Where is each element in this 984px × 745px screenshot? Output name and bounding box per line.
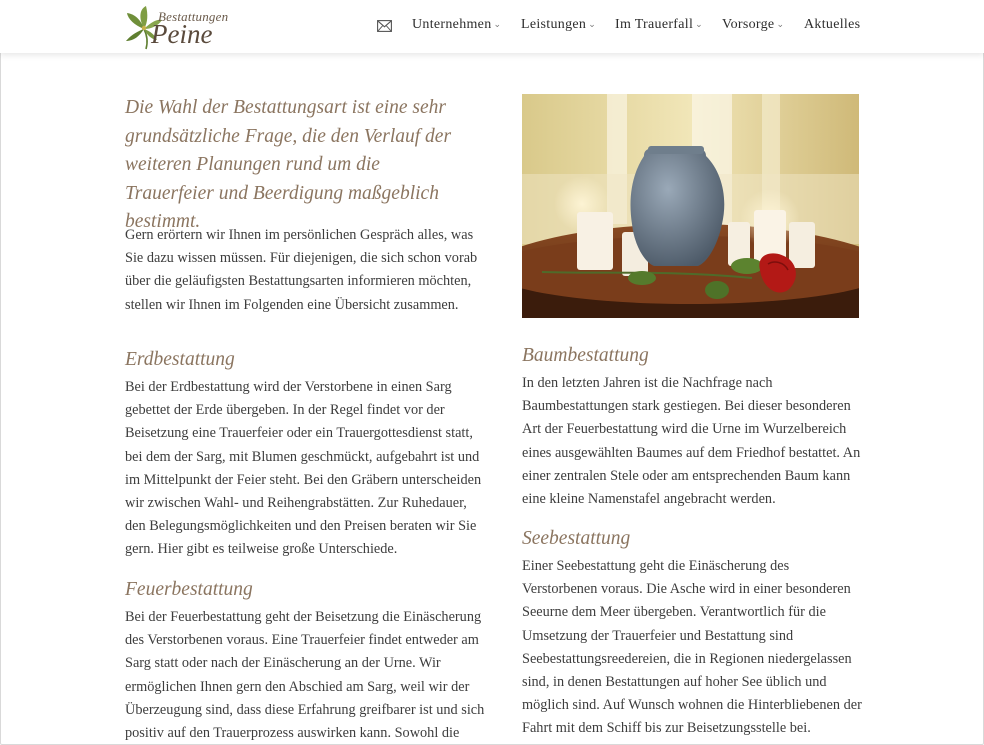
chevron-down-icon: ⌄	[695, 19, 704, 29]
logo-title: Peine	[151, 19, 213, 49]
section-title-feuerbestattung: Feuerbestattung	[125, 579, 253, 600]
envelope-icon[interactable]	[377, 20, 392, 32]
nav-item-im-trauerfall[interactable]	[615, 17, 703, 33]
section-title-seebestattung: Seebestattung	[522, 528, 631, 549]
nav-label: Unternehmen	[412, 17, 492, 32]
section-text-feuerbestattung: Bei der Feuerbestattung geht der Beisetzung die Einäscherung des Verstorbenen voraus. Eine Trauerfeier findet entweder am Sarg statt oder nach der Einäscherung an der Urne. Wir ermöglichen Ihnen gern den Abschied am Sarg, weil wir der Überzeugung sind, dass diese Erfahrung greifbarer ist und sich positiv auf den Trauerprozess auswirken kann. Sowohl die	[125, 609, 485, 742]
nav-label: Vorsorge	[722, 17, 775, 32]
intro-paragraph: Gern erörtern wir Ihnen im persönlichen Gespräch alles, was Sie dazu wissen müssen. Für diejenigen, die sich schon vorab über die geläufigsten Bestattungsarten informieren möchten, stellen wir Ihnen im Folgenden eine Übersicht zusammen.	[125, 227, 478, 313]
nav-label: Leistungen	[521, 17, 587, 32]
section-title-erdbestattung: Erdbestattung	[125, 349, 235, 370]
chevron-down-icon: ⌄	[588, 19, 597, 29]
intro-heading: Die Wahl der Bestattungsart ist eine sehr grundsätzliche Frage, die den Verlauf der weiteren Planungen rund um die Trauerfeier und Beerdigung maßgeblich bestimmt.	[125, 97, 452, 232]
site-logo[interactable]	[124, 3, 234, 51]
nav-item-unternehmen[interactable]	[412, 17, 501, 33]
nav-label: Aktuelles	[804, 17, 861, 32]
section-title-baumbestattung: Baumbestattung	[522, 345, 649, 366]
site-header	[0, 0, 984, 53]
nav-item-vorsorge[interactable]	[722, 17, 784, 33]
nav-item-leistungen[interactable]	[521, 17, 596, 33]
chevron-down-icon: ⌄	[493, 19, 502, 29]
urn-candles-photo	[522, 94, 859, 318]
chevron-down-icon: ⌄	[776, 19, 785, 29]
section-text-baumbestattung: In den letzten Jahren ist die Nachfrage nach Baumbestattungen stark gestiegen. Bei dieser besonderen Art der Feuerbestattung wird die Urne im Wurzelbereich eines ausgewählten Baumes auf dem Friedhof bestattet. An einer zentralen Stele oder am entsprechenden Baum kann eine kleine Namenstafel angebracht werden.	[522, 375, 861, 508]
nav-label: Im Trauerfall	[615, 17, 694, 32]
urn-photo-illustration	[522, 94, 859, 318]
section-text-erdbestattung: Bei der Erdbestattung wird der Verstorbene in einen Sarg gebettet der Erde übergeben. In der Regel findet vor der Beisetzung eine Trauerfeier oder ein Trauergottesdienst statt, bei dem der Sarg, mit Blumen geschmückt, aufgebahrt ist und im Mittelpunkt der Feier steht. Bei den Gräbern unterscheiden wir zwischen Wahl- und Reihengrabstätten. Zur Ruhedauer, den Belegungsmöglichkeiten und den Preisen beraten wir Sie gern. Hier gibt es teilweise große Unterschiede.	[125, 379, 482, 558]
section-text-seebestattung: Einer Seebestattung geht die Einäscherung des Verstorbenen voraus. Die Asche wird in einer besonderen Seeurne dem Meer übergeben. Verantwortlich für die Umsetzung der Trauerfeier und Bestattung sind Seebestattungsreedereien, die in Regionen niedergelassen sind, in denen Bestattungen auf hoher See üblich und möglich sind. Auf Wunsch wohnen die Hinterbliebenen der Fahrt mit dem Schiff bis zur Beisetzungsstelle bei.	[522, 558, 862, 737]
logo-subtitle: Bestattungen	[158, 9, 229, 24]
nav-item-aktuelles[interactable]	[804, 17, 860, 33]
